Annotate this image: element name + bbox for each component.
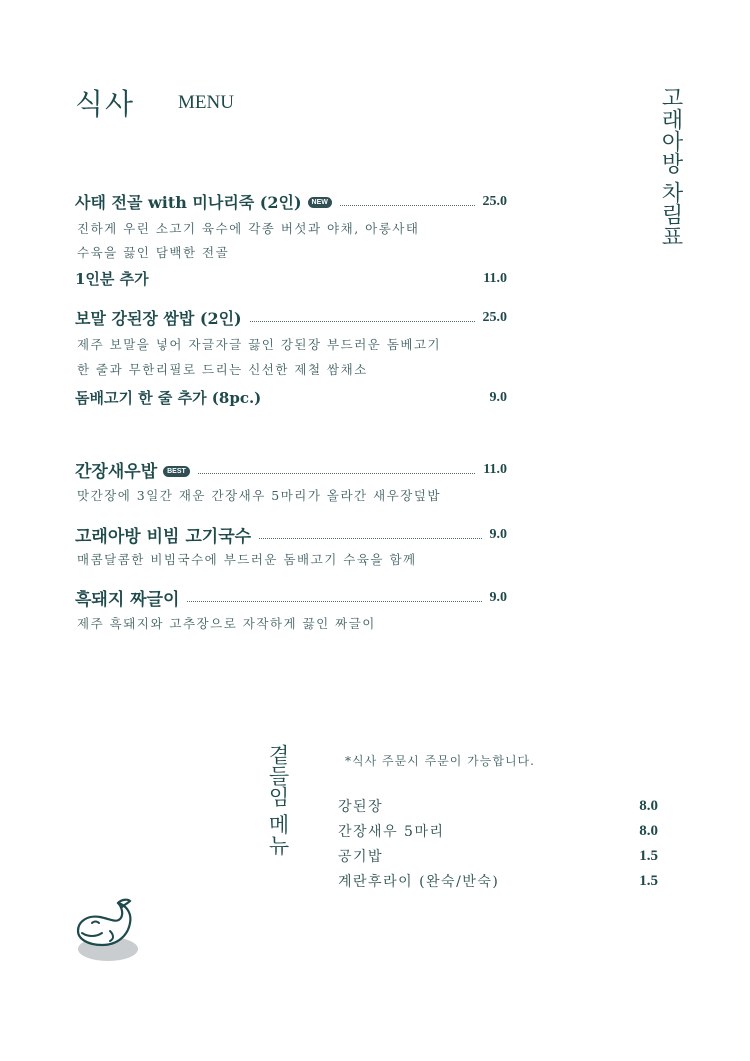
dot-leader — [340, 205, 475, 206]
menu-item-name: 사태 전골 with 미나리죽 (2인) NEW — [75, 190, 332, 213]
brand-vertical-title: 고래아방 차림표 — [658, 86, 683, 247]
side-item-price: 1.5 — [639, 847, 658, 864]
menu-item-desc: 수육을 끓인 담백한 전골 — [77, 245, 230, 260]
menu-item-price: 9.0 — [489, 589, 507, 605]
addon-price: 11.0 — [483, 270, 507, 286]
side-item-price: 1.5 — [639, 872, 658, 889]
menu-item-1 — [75, 190, 507, 213]
menu-item-3 — [75, 457, 507, 482]
menu-item-name: 고래아방 비빔 고기국수 — [75, 527, 252, 547]
menu-item-price: 11.0 — [483, 461, 507, 477]
addon-price: 9.0 — [489, 389, 507, 405]
menu-item-desc: 한 줄과 무한리필로 드리는 신선한 제철 쌈채소 — [77, 362, 368, 377]
side-item-price: 8.0 — [639, 822, 658, 839]
side-item — [338, 871, 658, 891]
whale-icon — [70, 893, 142, 965]
side-item — [338, 846, 658, 866]
menu-item-price: 25.0 — [482, 193, 507, 209]
side-item — [338, 821, 658, 841]
side-item — [338, 796, 658, 816]
side-item-name: 강된장 — [338, 799, 384, 815]
dot-leader — [187, 601, 481, 602]
page-subtitle: MENU — [178, 92, 234, 113]
dot-leader — [259, 538, 481, 539]
menu-item-desc: 매콤달콤한 비빔국수에 부드러운 돔배고기 수육을 함께 — [77, 552, 417, 567]
dot-leader — [198, 473, 475, 474]
best-badge: BEST — [163, 466, 190, 477]
dot-leader — [250, 321, 475, 322]
menu-item-desc: 제주 보말을 넣어 자글자글 끓인 강된장 부드러운 돔베고기 — [77, 337, 442, 352]
addon-name: 돔배고기 한 줄 추가 (8pc.) — [75, 389, 262, 407]
menu-item-desc: 제주 흑돼지와 고추장으로 자작하게 끓인 짜글이 — [77, 616, 376, 631]
addon-row — [75, 387, 507, 408]
menu-item-price: 25.0 — [482, 309, 507, 325]
menu-item-name: 간장새우밥 BEST — [75, 457, 190, 482]
menu-item-5 — [75, 585, 507, 610]
side-item-name: 계란후라이 (완숙/반숙) — [338, 874, 500, 890]
addon-name: 1인분 추가 — [75, 270, 149, 288]
side-item-name: 공기밥 — [338, 849, 384, 865]
menu-item-price: 9.0 — [489, 526, 507, 542]
page-title: 식사 — [75, 87, 136, 121]
menu-item-2 — [75, 306, 507, 329]
side-item-price: 8.0 — [639, 797, 658, 814]
menu-item-name: 보말 강된장 쌈밥 (2인) — [75, 309, 242, 328]
side-item-name: 간장새우 5마리 — [338, 824, 445, 840]
menu-item-4 — [75, 522, 507, 547]
addon-row — [75, 268, 507, 289]
menu-item-name: 흑돼지 짜글이 — [75, 590, 180, 610]
menu-item-desc: 맛간장에 3일간 재운 간장새우 5마리가 올라간 새우장덮밥 — [77, 488, 441, 503]
side-menu-note: *식사 주문시 주문이 가능합니다. — [345, 754, 535, 768]
new-badge: NEW — [308, 197, 332, 208]
menu-item-desc: 진하게 우린 소고기 육수에 각종 버섯과 야채, 아롱사태 — [77, 221, 420, 236]
side-menu-title: 곁들임 메뉴 — [266, 744, 290, 856]
